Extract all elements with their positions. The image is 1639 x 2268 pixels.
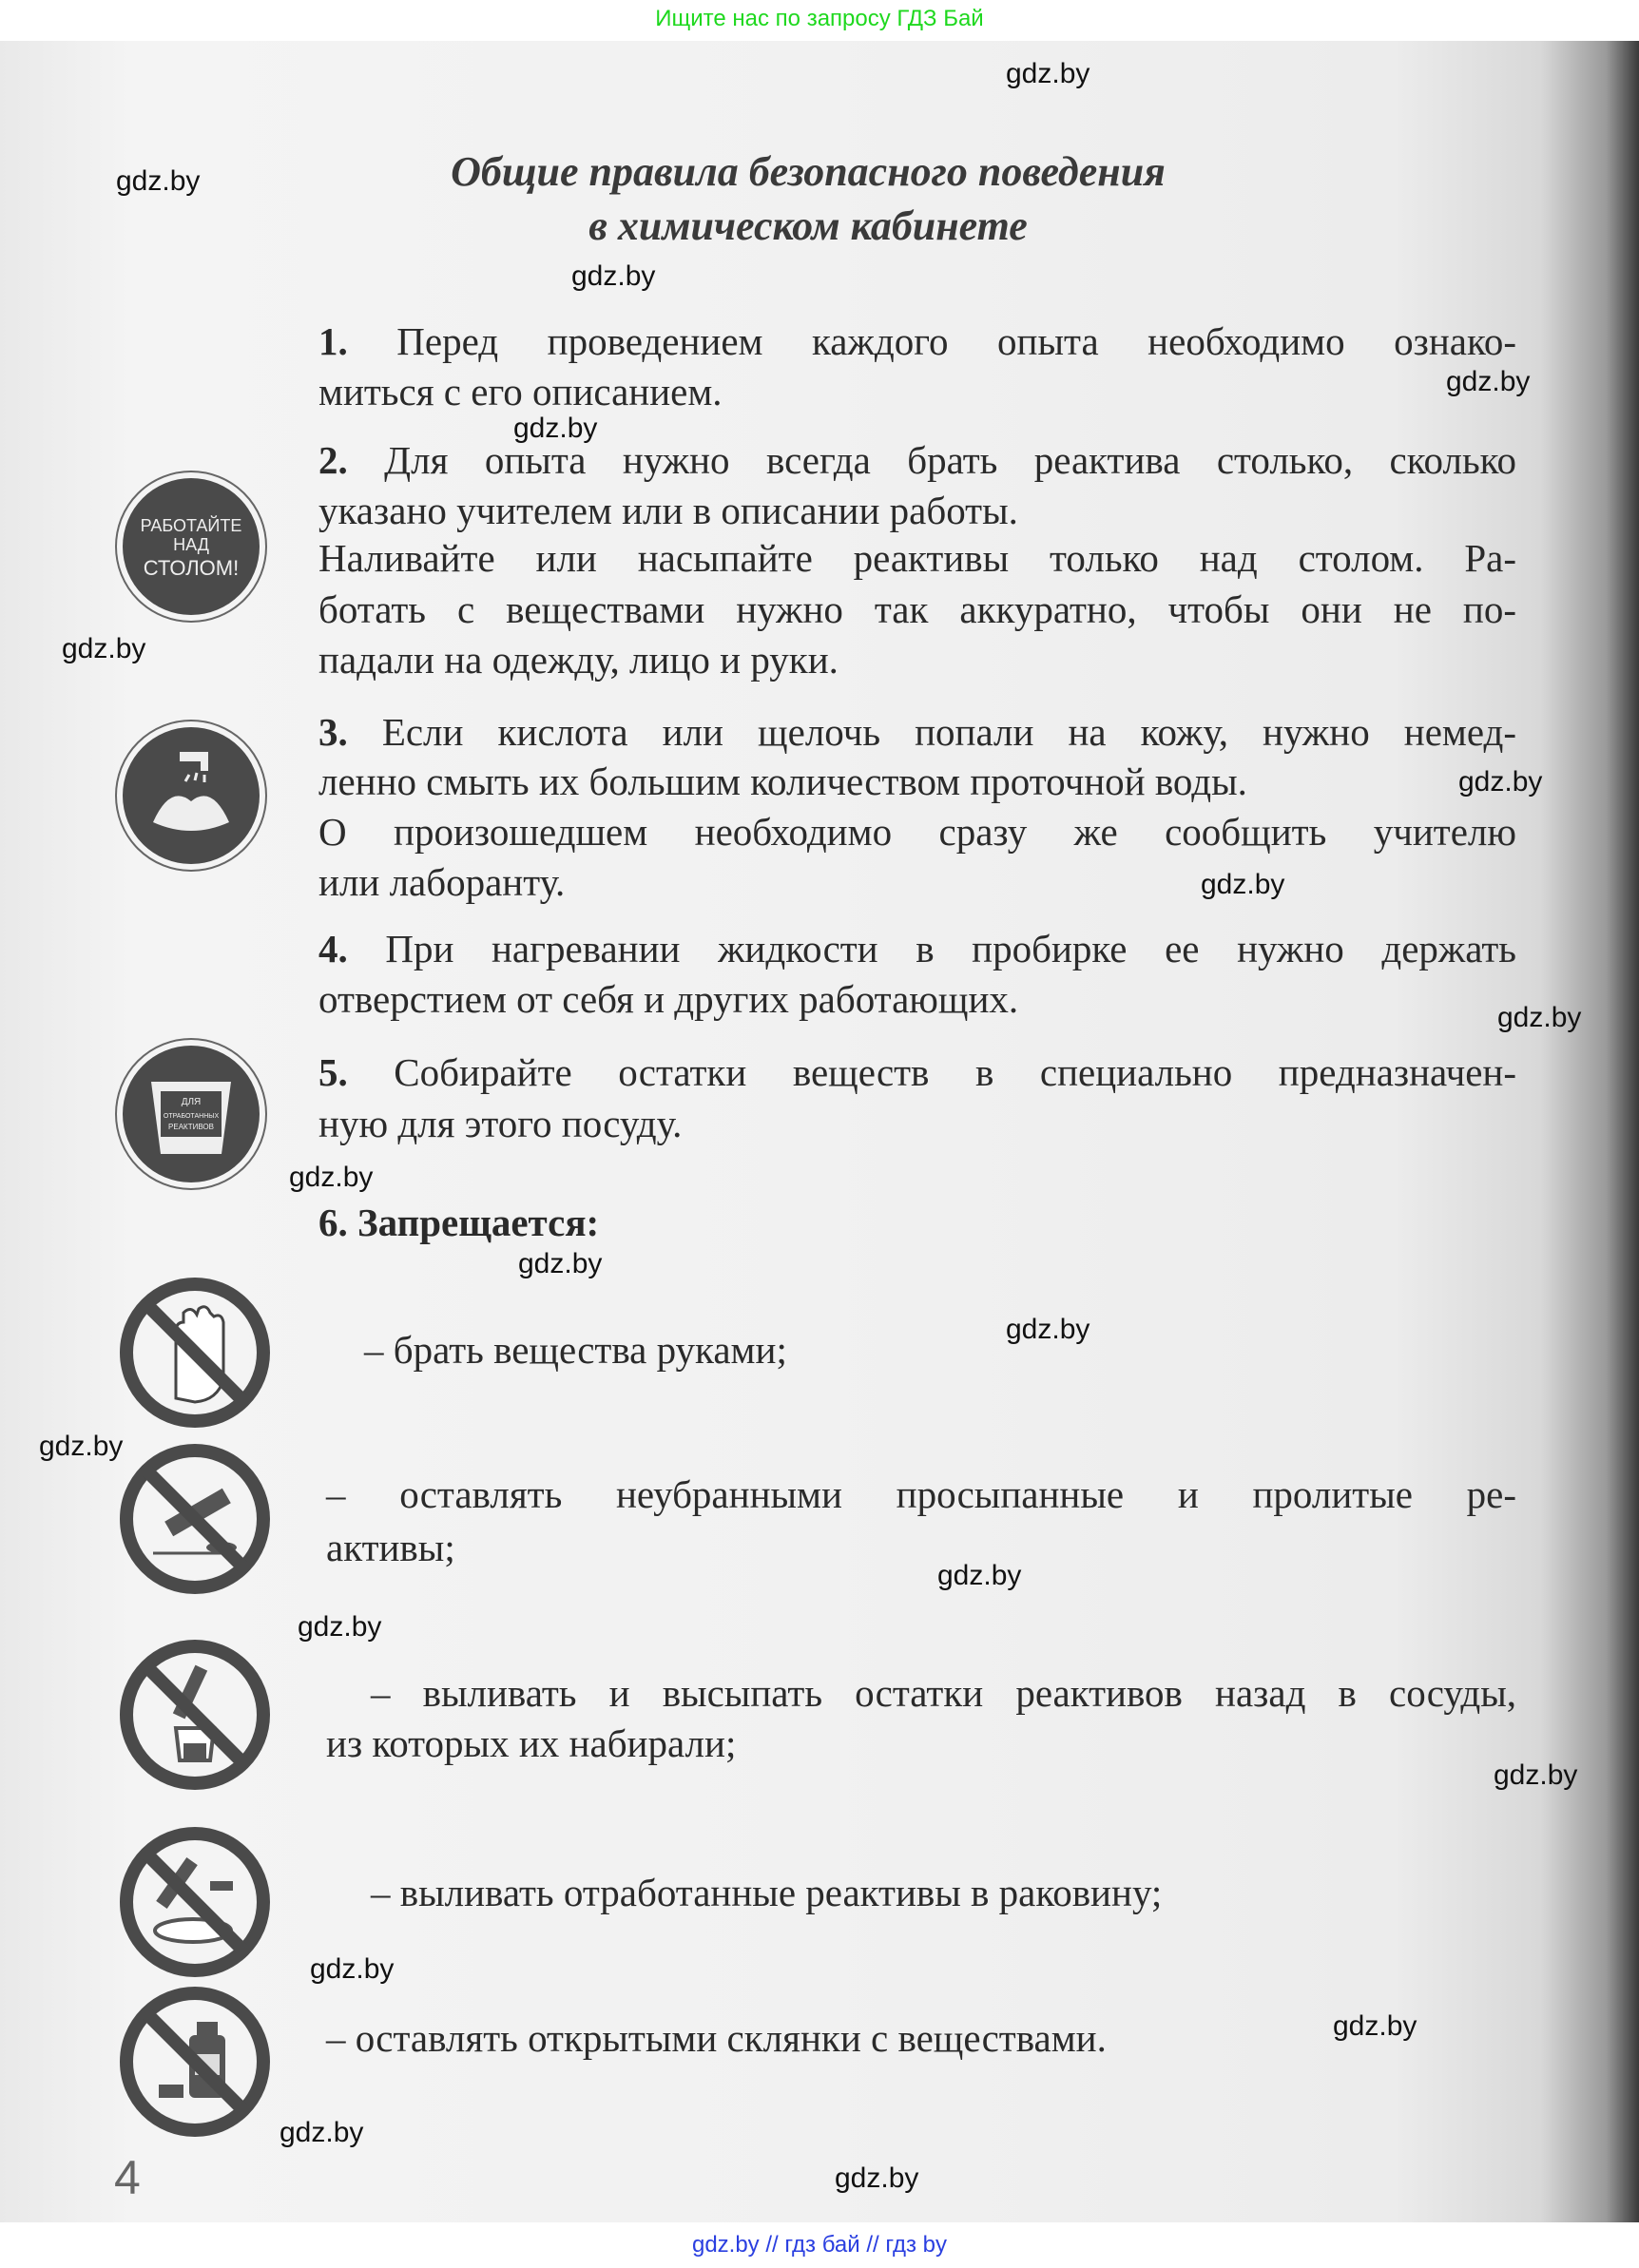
watermark: gdz.by — [280, 2117, 364, 2148]
waste-container-icon — [113, 1036, 269, 1192]
prohibition-2-line-1: – оставлять неубранными просыпанные и пролитые ре- — [326, 1472, 1516, 1516]
svg-text:РЕАКТИВОВ: РЕАКТИВОВ — [168, 1123, 214, 1131]
watermark: gdz.by — [1006, 58, 1090, 89]
watermark: gdz.by — [1494, 1759, 1578, 1791]
watermark: gdz.by — [835, 2162, 919, 2194]
svg-text:НАД: НАД — [173, 535, 209, 554]
page-title-line-2: в химическом кабинете — [588, 202, 1028, 249]
rule-5-line-2: ную для этого посуду. — [318, 1102, 683, 1145]
top-banner[interactable]: Ищите нас по запросу ГДЗ Бай — [655, 6, 984, 31]
page-number: 4 — [114, 2151, 141, 2204]
rule-1-line-2: миться с его описанием. — [318, 370, 723, 413]
watermark: gdz.by — [298, 1611, 382, 1643]
rule-2-line-5: падали на одежду, лицо и руки. — [318, 638, 839, 682]
rule-3-line-2: ленно смыть их большим количеством проточной воды. — [318, 759, 1247, 803]
watermark: gdz.by — [1497, 1002, 1582, 1033]
watermark: gdz.by — [571, 260, 656, 292]
prohibition-3-line-2: из которых их набирали; — [326, 1721, 737, 1765]
prohibition-5: – оставлять открытыми склянки с веществами. — [326, 2016, 1107, 2060]
watermark: gdz.by — [513, 413, 598, 444]
work-over-table-badge-icon — [113, 469, 269, 625]
rule-number: 5. — [318, 1050, 348, 1094]
rule-4-line-2: отверстием от себя и других работающих. — [318, 977, 1019, 1021]
page-title-line-1: Общие правила безопасного поведения — [451, 148, 1166, 195]
rule-1-line-1: 1. Перед проведением каждого опыта необходимо ознако- — [318, 319, 1516, 363]
watermark: gdz.by — [1006, 1314, 1090, 1345]
rule-2-line-1: 2. Для опыта нужно всегда брать реактива столько, сколько — [318, 438, 1516, 482]
svg-text:ДЛЯ: ДЛЯ — [181, 1097, 202, 1107]
svg-text:РАБОТАЙТЕ: РАБОТАЙТЕ — [140, 516, 242, 535]
rule-3-line-1: 3. Если кислота или щелочь попали на кожу, нужно немед- — [318, 710, 1517, 754]
rule-3-line-3: О произошедшем необходимо сразу же сообщить учителю — [318, 810, 1516, 854]
watermark: gdz.by — [937, 1560, 1022, 1591]
rule-number: 4. — [318, 927, 348, 971]
no-touching-hands-icon — [117, 1275, 273, 1431]
rule-number: 2. — [318, 438, 348, 482]
prohibition-2-line-2: активы; — [326, 1526, 455, 1569]
rule-2-line-2: указано учителем или в описании работы. — [318, 489, 1018, 532]
wash-hands-icon — [113, 718, 269, 874]
watermark: gdz.by — [289, 1162, 374, 1193]
svg-text:ОТРАБОТАННЫХ: ОТРАБОТАННЫХ — [163, 1113, 220, 1120]
watermark: gdz.by — [1446, 366, 1531, 397]
watermark: gdz.by — [1458, 766, 1543, 798]
rule-3-line-4: или лаборанту. — [318, 860, 566, 904]
no-pouring-back-icon — [117, 1637, 273, 1793]
no-open-bottles-icon — [117, 1984, 273, 2140]
rule-2-line-3: Наливайте или насыпайте реактивы только над столом. Ра- — [318, 536, 1516, 580]
watermark: gdz.by — [39, 1431, 124, 1462]
rule-4-line-1: 4. При нагревании жидкости в пробирке ее нужно держать — [318, 927, 1516, 971]
watermark: gdz.by — [116, 165, 201, 197]
no-spills-icon — [117, 1441, 273, 1597]
watermark: gdz.by — [1333, 2010, 1417, 2042]
rule-2-line-4: ботать с веществами нужно так аккуратно, чтобы они не по- — [318, 587, 1516, 631]
prohibition-4: – выливать отработанные реактивы в раковину; — [371, 1871, 1163, 1914]
prohibition-3-line-1: – выливать и высыпать остатки реактивов назад в сосуды, — [371, 1671, 1516, 1715]
svg-text:СТОЛОМ!: СТОЛОМ! — [143, 556, 240, 580]
rule-number: 1. — [318, 319, 348, 363]
rule-5-line-1: 5. Собирайте остатки веществ в специально предназначен- — [318, 1050, 1516, 1094]
rule-number: 3. — [318, 710, 348, 754]
watermark: gdz.by — [518, 1248, 603, 1279]
watermark: gdz.by — [310, 1953, 395, 1985]
rule-6-heading: 6. Запрещается: — [318, 1201, 600, 1244]
watermark: gdz.by — [1201, 869, 1285, 900]
watermark: gdz.by — [62, 633, 146, 664]
prohibition-1: – брать вещества руками; — [364, 1328, 787, 1372]
no-pouring-in-sink-icon — [117, 1824, 273, 1980]
bottom-banner-links[interactable]: gdz.by // гдз бай // гдз by — [691, 2232, 948, 2258]
